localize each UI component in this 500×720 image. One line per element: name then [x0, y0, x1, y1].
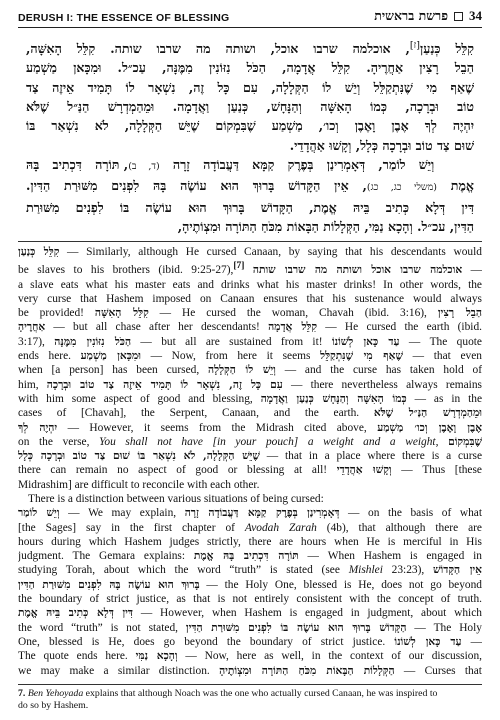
commentary-line: יִהְיֶה לְךָ — However, it seems from the Midrash cited above, אֶבֶן וָאֶבֶן וְכו׳ מַשְׁמַע	[18, 421, 482, 434]
hebrew-main-text	[26, 36, 474, 236]
english-commentary	[18, 245, 482, 678]
hebrew-line: שׁוּם צַד טוֹב וּבְרָכָה כְּלָל, וְקָשׁוּ אַהֲדָדֵי.	[289, 137, 474, 153]
commentary-line: cases of [Chavah], the Serpent, Canaan, and the earth. וּמֵהַמְדְרָשׁ הַנַּ״ל שֶׁלֹּא	[18, 407, 482, 420]
commentary-line: 3:17), הַכֹּל נִזּוֹנִין מִמֶּנָּה — but all are sustained from it! עַד כָּאן לְשׁוֹנוֹ — The quote	[18, 335, 482, 348]
commentary-line: One, blessed is He, does go beyond the boundary of strict justice. עַד כָּאן לְשׁוֹנוֹ —	[18, 635, 482, 648]
commentary-line: judgment. The Gemara explains: תּוֹרָה דִּכְתִיב בָּהּ אֱמֶת — When Hashem is engaged in	[18, 550, 482, 563]
commentary-line: אַחֲרֶיהָ — but all chase after her descendants! קִלֵּל אֲדָמָה — He cursed the earth (ibid.	[18, 321, 482, 334]
footnote-rule	[18, 684, 482, 685]
commentary-line: there can remain no aspect of good or blessing at all! וְקָשׁוּ אַהֲדָדֵי — Thus [these	[18, 464, 482, 477]
running-header	[18, 8, 482, 28]
commentary-line: דִּין דְּלָא כְּתִיב בֵּיהּ אֱמֶת — However, when Hashem is engaged in judgment, about which	[18, 607, 482, 620]
commentary-line: [the Sages] say in the first chapter of Avodah Zarah (4b), that although there are	[18, 521, 482, 534]
page-number: 34	[469, 8, 482, 23]
commentary-line: the boundary of strict justice, as that is not entirely consistent with the concept of truth.	[18, 593, 482, 606]
footnote-marker: [ז]	[409, 40, 420, 51]
footnote-source: Ben Yehoyada	[27, 687, 84, 699]
commentary-line: Midrashim] are difficult to reconcile with each other.	[18, 478, 260, 491]
commentary-line: קִלֵּל כְּנַעַן — Similarly, although He cursed Canaan, by saying that his descendants would	[18, 246, 482, 259]
footnote-number: 7.	[18, 687, 26, 699]
commentary-line: There is a distinction between various situations of being cursed:	[28, 493, 324, 505]
commentary-line: a slave eats what his master eats and drinks what his master drinks! In other words, the	[18, 278, 482, 291]
commentary-line: him, עִם כָּל זֶה, נִשְׁאָר לוֹ תָּמִיד אֵיזֶה צַד טוֹב וּבְרָכָה — there nevertheless always remains	[18, 378, 482, 391]
commentary-line: hours during which Hashem judges strictly, there are hours when He is merciful in His	[18, 535, 482, 548]
commentary-line: be provided! קִלֵּל הָאִשָּׁה — He cursed the woman, Chavah (ibid. 3:16), הַבֵל רָצִין	[18, 307, 482, 320]
commentary-line: The quote ends here. וְהָכָא נַמִּי — Now, here as well, in the context of our discussion,	[18, 650, 482, 663]
hebrew-line: טוֹב וּבְרָכָה, כְּמוֹ הָאִשָּׁה וְהַנָּחָשׁ, כְּנַעַן וַאֲדָמָה. וּמֵהַמְדְרָשׁ הַנַּ״ל שֶׁלֹּא	[26, 99, 474, 115]
commentary-line: with him some aspect of good and blessing, כְּמוֹ הָאִשָּׁה וְהַנָּחָשׁ כְּנַעַן וַאֲדָמָה — as in the	[18, 392, 482, 405]
commentary-line: בָּרוּךְ הוּא עוֹשֶׂה בָּהּ לִפְנִים מִשּׁוּרַת הַדִּין — the Holy One, blessed is He, does not go beyond	[18, 578, 482, 591]
hebrew-line: הַבֵל רָצִין אַחֲרֶיהָ. קִלֵּל אֲדָמָה, הַכֹּל נִזּוֹנִין מִמֶּנָּה, עַכ״ל. וּמִכָּאן מַשְׁמַע	[26, 60, 474, 76]
hebrew-line: וְיֵשׁ לוֹמַר, דְּאָמְרִינַן בְּפֶרֶק קַמָּא דַּעֲבוֹדָה זָרָה (ד, ב), תּוֹרָה דִּכְתִיב בָּהּ	[26, 156, 435, 172]
footnote-ref: [7]	[233, 261, 245, 272]
hebrew-line: אֱמֶת (משלי כג, כג), אֵין הַקָּדוֹשׁ בָּרוּךְ הוּא עוֹשֶׂה בָּהּ לִפְנִים מִשּׁוּרַת הַדִּין.	[26, 178, 474, 194]
commentary-line: be slaves to his brothers (ibid. 9:25-27),[7] אוכלמה שרבו אוכל ושותה מה שרבו שותה —	[18, 261, 482, 277]
commentary-line: שֶׁיֵּשׁ הַקְּלָלָה, לֹא נִשְׁאַר בּוֹ שׁוּם צַד טוֹב וּבְרָכָה כְּלָל — that in a place where there is a curse	[18, 450, 482, 463]
commentary-line: studying Torah, about which the word “truth” is stated (see Mishlei 23:23), אֵין הַקָּדוֹשׁ	[18, 564, 482, 577]
commentary-line: we may make a similar distinction. הַקְּלָלוֹת הַבָּאוֹת מִכֹּחַ הַתּוֹרָה וּמִצְוֹתֶיהָ — Curses that	[18, 664, 482, 677]
commentary-line: ends here. וּמִכָּאן מַשְׁמַע — Now, from here it seems שֶׁאַף מִי שֶׁנִּתְקַלֵּל — that even	[18, 350, 482, 363]
hebrew-line: קִלֵּל כְּנַעַן[ז], אוכלמה שרבו אוכל, ושותה מה שרבו שותה. קִלֵּל הָאִשָּׁה,	[26, 40, 474, 57]
hebrew-line: הַדִּין, עכ״ל. וְהָכָא נַמִּי, הַקְּלָלוֹת הַבָּאוֹת מִכֹּחַ הַתּוֹרָה וּמִצְוֹתֶיהָ,	[177, 218, 474, 234]
hebrew-line: דִּין דְּלָא כְּתִיב בֵּיהּ אֱמֶת, הַקָּדוֹשׁ בָּרוּךְ הוּא עוֹשֶׂה בּוֹ לִפְנִים מִשּׁוּרַת	[26, 199, 474, 215]
hebrew-line: שֶׁאַף מִי שֶׁנִּתְקַלֵּל וְיֵשׁ לוֹ הַקְּלָלָה, עִם כָּל זֶה, נִשְׁאָר לוֹ תָּמִיד אֵיזֶה צַד	[26, 79, 474, 95]
parsha-title: פרשת בראשית	[374, 8, 448, 23]
commentary-line: very curse that Hashem imposed on Canaan ensures that his sustenance would always	[18, 292, 482, 305]
commentary-line: וְיֵשׁ לוֹמַר — We may explain, דְּאָמְרִינַן בְּפֶרֶק קַמָּא דַּעֲבוֹדָה זָרָה — on the basis of what	[18, 507, 482, 520]
square-ornament-icon	[454, 12, 463, 21]
commentary-line: the word “truth” is not stated, הַקָּדוֹשׁ בָּרוּךְ הוּא עוֹשֶׂה בּוֹ לִפְנִים מִשּׁוּרַת הַדִּין — The Holy	[18, 621, 482, 634]
text-separator	[18, 241, 482, 242]
commentary-line: on the verse, You shall not have [in your pouch] a weight and a weight, שֶׁבִּמְקוֹם	[18, 435, 482, 448]
footnote-7: 7. Ben Yehoyada explains that although Noach was the one who actually cursed Canaan, he was inspired to do so by Hashem.	[18, 687, 438, 711]
section-title: DERUSH I: THE ESSENCE OF BLESSING	[18, 12, 230, 24]
header-right	[374, 8, 482, 24]
commentary-line: when [a person] has been cursed, וְיֵשׁ לוֹ הַקְּלָלָה — and the curse has taken hold of	[18, 364, 482, 377]
hebrew-line: יִהְיֶה לְךָ אֶבֶן וָאֶבֶן וְכו׳, מַשְׁמַע שֶׁבִּמְקוֹם שֶׁיֵּשׁ הַקְּלָלָה, לֹא נִשְׁאַר בּוֹ	[26, 118, 474, 134]
